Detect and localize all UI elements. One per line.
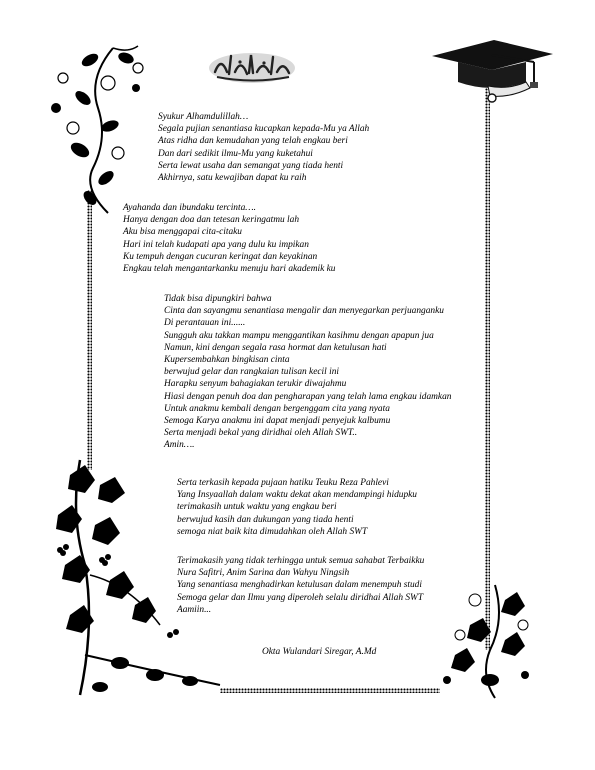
poem-line: Engkau telah mengantarkanku menuju hari akademik ku bbox=[123, 264, 336, 275]
poem-line: Serta menjadi bekal yang diridhai oleh Allah SWT.. bbox=[164, 428, 358, 439]
poem-line: Ayahanda dan ibundaku tercinta…. bbox=[123, 203, 256, 213]
signature: Okta Wulandari Siregar, A.Md bbox=[262, 647, 377, 657]
poem-line: Sungguh aku takkan mampu menggantikan kasihmu dengan apapun jua bbox=[164, 330, 434, 341]
poem-line: Segala pujian senantiasa kucapkan kepada-Mu ya Allah bbox=[158, 124, 370, 135]
poem-line: Yang Insyaallah dalam waktu dekat akan mendampingi hidupku bbox=[177, 490, 417, 501]
poem-stanza-1 bbox=[158, 111, 369, 184]
poem-line: Kupersembahkan bingkisan cinta bbox=[164, 355, 290, 366]
dotted-border-right bbox=[485, 85, 490, 650]
bismillah-calligraphy bbox=[207, 48, 297, 86]
poem-line: berwujud kasih dan dukungan yang tiada henti bbox=[177, 514, 354, 525]
poem-line: Terimakasih yang tidak terhingga untuk semua sahabat Terbaikku bbox=[177, 556, 425, 566]
poem-stanza-5 bbox=[177, 555, 424, 616]
poem-line: Syukur Alhamdulillah… bbox=[158, 112, 249, 122]
poem-line: Hari ini telah kudapati apa yang dulu ku impikan bbox=[123, 239, 309, 250]
poem-line: Di perantauan ini...... bbox=[164, 318, 246, 329]
poem-line: Tidak bisa dipungkiri bahwa bbox=[164, 294, 272, 304]
poem-line: Serta terkasih kepada pujaan hatiku Teuku Reza Pahlevi bbox=[177, 478, 389, 488]
poem-line: Nura Safitri, Anim Sarina dan Wahyu Ningsih bbox=[177, 568, 350, 579]
poem-line: Cinta dan sayangmu senantiasa mengalir dan menyegarkan perjuanganku bbox=[164, 306, 444, 317]
poem-line: Atas ridha dan kemudahan yang telah engkau beri bbox=[158, 136, 348, 147]
poem-line: Aku bisa menggapai cita-citaku bbox=[123, 227, 242, 238]
poem-line: Dan dari sedikit ilmu-Mu yang kuketahui bbox=[158, 148, 313, 159]
poem-line: Aamiin... bbox=[177, 604, 212, 615]
poem-line: Untuk anakmu kembali dengan bergenggam cita yang nyata bbox=[164, 403, 390, 414]
poem-line: Namun, kini dengan segala rasa hormat dan ketulusan hati bbox=[164, 342, 387, 353]
poem-line: Hanya dengan doa dan tetesan keringatmu lah bbox=[123, 215, 300, 226]
poem-line: Semoga gelar dan Ilmu yang diperoleh selalu diridhai Allah SWT bbox=[177, 592, 424, 603]
poem-line: Amin…. bbox=[164, 440, 195, 451]
poem-line: terimakasih untuk waktu yang engkau beri bbox=[177, 502, 337, 513]
poem-line: berwujud gelar dan rangkaian tulisan kecil ini bbox=[164, 367, 339, 378]
dotted-border-bottom bbox=[220, 688, 440, 693]
poem-stanza-3 bbox=[164, 293, 451, 452]
floral-vine-top-left bbox=[38, 38, 148, 218]
poem-stanza-4 bbox=[177, 477, 417, 538]
poem-line: Ku tempuh dengan cucuran keringat dan keyakinan bbox=[123, 251, 318, 262]
poem-line: Semoga Karya anakmu ini dapat menjadi penyejuk kalbumu bbox=[164, 416, 391, 427]
poem-line: semoga niat baik kita dimudahkan oleh Allah SWT bbox=[177, 526, 368, 537]
graduation-cap-icon bbox=[430, 38, 555, 108]
poem-line: Harapku senyum bahagiakan terukir diwajahmu bbox=[164, 379, 347, 390]
poem-line: Serta lewat usaha dan semangat yang tiada henti bbox=[158, 160, 344, 171]
poem-line: Yang senantiasa menghadirkan ketulusan dalam menempuh studi bbox=[177, 580, 422, 591]
poem-line: Hiasi dengan penuh doa dan pengharapan yang telah lama engkau idamkan bbox=[164, 391, 452, 402]
floral-vine-bottom-right bbox=[435, 580, 535, 700]
poem-line: Akhirnya, satu kewajiban dapat ku raih bbox=[158, 173, 307, 184]
poem-stanza-2 bbox=[123, 202, 335, 275]
dotted-border-left bbox=[87, 190, 92, 470]
